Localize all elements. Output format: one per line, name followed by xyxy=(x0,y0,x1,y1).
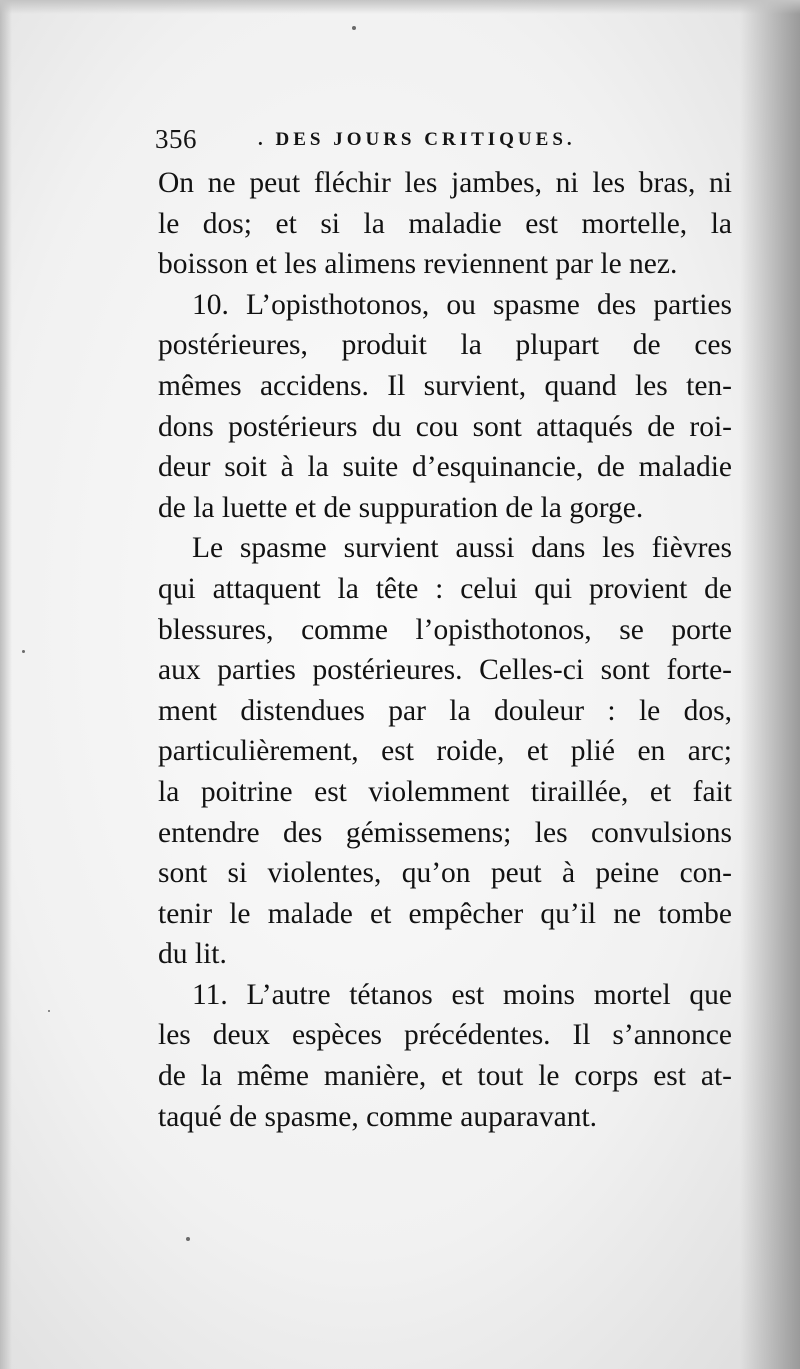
paper-speck xyxy=(352,26,356,30)
text-line: qui attaquent la tête : celui qui provient de xyxy=(158,572,732,605)
page-binding-shadow xyxy=(0,0,12,1369)
text-line: du lit. xyxy=(158,938,227,971)
text-line: dons postérieurs du cou sont attaqués de roi- xyxy=(158,410,732,443)
text-line: particulièrement, est roide, et plié en arc; xyxy=(158,735,732,768)
text-line: aux parties postérieures. Celles-ci sont forte- xyxy=(158,654,732,687)
text-line: sont si violentes, qu’on peut à peine con- xyxy=(158,857,732,890)
body-text xyxy=(158,163,732,1137)
page-header xyxy=(155,120,735,160)
text-line: 11. L’autre tétanos est moins mortel que xyxy=(192,978,732,1011)
text-line: blessures, comme l’opisthotonos, se porte xyxy=(158,613,732,646)
text-line: tenir le malade et empêcher qu’il ne tombe xyxy=(158,897,732,930)
paper-speck xyxy=(22,650,25,653)
text-line: deur soit à la suite d’esquinancie, de maladie xyxy=(158,451,732,484)
text-line: les deux espèces précédentes. Il s’annonce xyxy=(158,1019,732,1052)
text-line: Le spasme survient aussi dans les fièvres xyxy=(192,532,732,565)
paper-speck xyxy=(186,1237,190,1241)
text-line: le dos; et si la maladie est mortelle, la xyxy=(158,207,732,240)
text-line: la poitrine est violemment tiraillée, et fait xyxy=(158,775,732,808)
text-line: On ne peut fléchir les jambes, ni les bras, ni xyxy=(158,167,732,199)
text-line: de la luette et de suppuration de la gorge. xyxy=(158,491,644,524)
paper-speck xyxy=(48,1010,50,1012)
text-line: entendre des gémissemens; les convulsions xyxy=(158,816,732,849)
text-line: taqué de spasme, comme auparavant. xyxy=(158,1100,598,1133)
text-line: de la même manière, et tout le corps est at- xyxy=(158,1060,732,1093)
text-line: boisson et les alimens reviennent par le nez. xyxy=(158,248,678,281)
page-number: 356 xyxy=(155,124,197,154)
text-line: postérieures, produit la plupart de ces xyxy=(158,329,732,362)
page-top-shadow xyxy=(0,0,800,14)
text-line: mêmes accidens. Il survient, quand les ten- xyxy=(158,369,732,402)
page-edge-shadow xyxy=(740,0,800,1369)
running-head: . DES JOURS CRITIQUES. xyxy=(258,129,576,150)
text-line: ment distendues par la douleur : le dos, xyxy=(158,694,732,727)
text-line: 10. L’opisthotonos, ou spasme des parties xyxy=(192,288,732,321)
